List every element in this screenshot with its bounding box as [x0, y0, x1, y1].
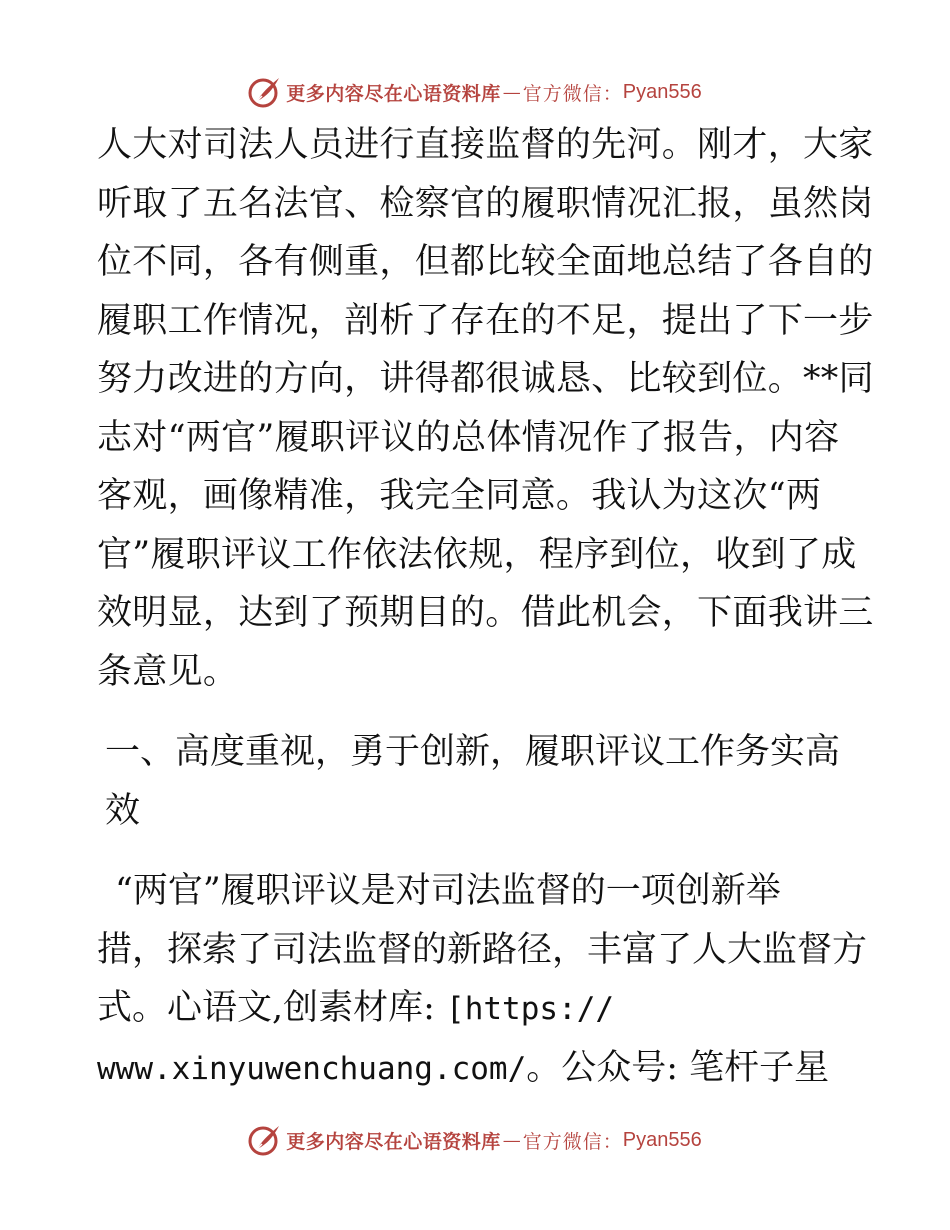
footer-banner: [0, 1120, 950, 1160]
paragraph-2: [97, 862, 868, 1098]
banner-wechat-id: Pyan556: [622, 80, 702, 103]
heading-line: 效: [105, 790, 141, 831]
header-banner: [0, 72, 950, 112]
text-line: [97, 979, 857, 1039]
heading-line: 一、高度重视，勇于创新，履职评议工作务实高: [105, 732, 841, 772]
paragraph-1: [97, 116, 874, 701]
text-fragment: 。公众号: 笔杆子星: [526, 1047, 830, 1088]
text-line: 人大对司法人员进行直接监督的先河。刚才，大家: [97, 125, 874, 165]
banner-main-text: 更多内容尽在心语资料库: [286, 1130, 501, 1153]
feather-quill-logo-icon: [248, 1123, 282, 1157]
url-fragment: [https://: [446, 991, 615, 1027]
text-line: [97, 1039, 857, 1099]
banner-wechat-label: 官方微信：: [522, 82, 623, 105]
banner-wechat-id: Pyan556: [622, 1128, 702, 1151]
text-fragment: 式。心语文,创素材库:: [97, 988, 447, 1028]
document-body: [97, 116, 874, 1098]
text-line: 官”履职评议工作依法依规，程序到位，收到了成: [97, 534, 857, 575]
banner-separator: —: [502, 81, 521, 103]
text-line: 条意见。: [97, 651, 239, 692]
banner-main-text: 更多内容尽在心语资料库: [286, 82, 501, 105]
feather-quill-logo-icon: [248, 75, 282, 109]
banner-separator: —: [502, 1129, 521, 1151]
text-line: 履职工作情况，剖析了存在的不足，提出了下一步: [97, 300, 874, 341]
text-line: 志对“两官”履职评议的总体情况作了报告，内容: [97, 417, 840, 458]
text-line: 效明显，达到了预期目的。借此机会，下面我讲三: [97, 593, 874, 633]
text-line: 客观，画像精准，我完全同意。我认为这次“两: [97, 476, 822, 516]
text-line: 听取了五名法官、检察官的履职情况汇报，虽然岗: [97, 183, 874, 224]
section-heading: [97, 723, 857, 840]
text-line: 措，探索了司法监督的新路径，丰富了人大监督方: [97, 929, 868, 970]
url-fragment: www.xinyuwenchuang.com/: [97, 1050, 527, 1087]
text-line: 努力改进的方向，讲得都很诚恳、比较到位。**同: [97, 359, 874, 399]
text-line: 位不同，各有侧重，但都比较全面地总结了各自的: [97, 242, 874, 282]
text-line: “两官”履职评议是对司法监督的一项创新举: [115, 871, 781, 911]
banner-wechat-label: 官方微信：: [522, 1130, 623, 1153]
